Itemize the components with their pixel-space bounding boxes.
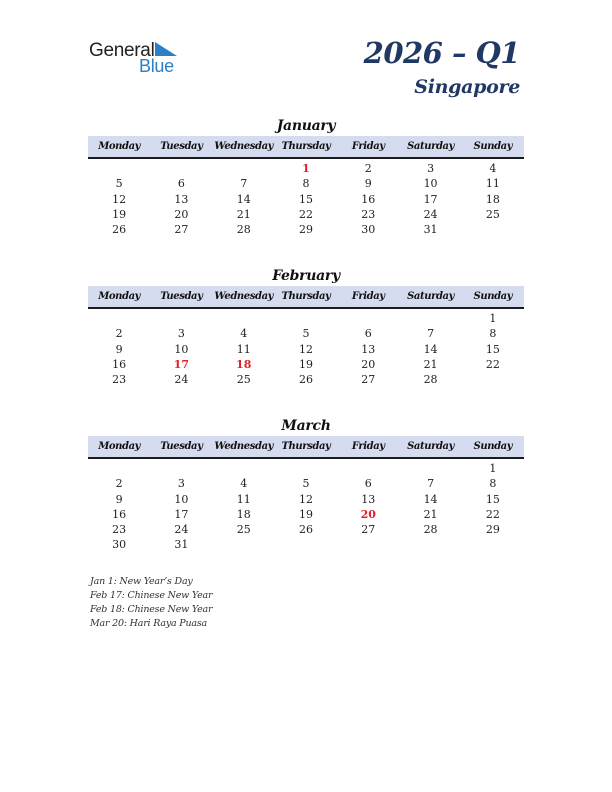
day-cell: 12 — [298, 342, 313, 356]
weekday-label: Tuesday — [160, 441, 203, 452]
day-cell: 8 — [489, 327, 497, 341]
day-cell: 15 — [298, 192, 313, 206]
month-calendar-february — [88, 266, 524, 387]
day-cell: 22 — [485, 507, 500, 521]
empty-day-cell — [399, 537, 461, 552]
weekday-label: Wednesday — [214, 441, 274, 452]
day-cell: 24 — [423, 207, 438, 221]
day-cell: 13 — [361, 342, 376, 356]
day-cell: 16 — [112, 507, 127, 521]
day-cell: 12 — [298, 492, 313, 506]
day-cell: 2 — [364, 162, 372, 175]
day-cell: 25 — [236, 523, 251, 537]
day-cell: 22 — [485, 357, 500, 371]
day-cell: 30 — [112, 538, 127, 552]
empty-day-cell — [150, 161, 212, 176]
day-cell: 16 — [112, 357, 127, 371]
weekday-label: Tuesday — [160, 291, 203, 302]
week-row — [88, 461, 524, 476]
holiday-note: Feb 17: Chinese New Year — [90, 590, 213, 601]
empty-day-cell — [462, 222, 524, 237]
month-calendar-january — [88, 116, 524, 237]
day-cell: 21 — [236, 207, 251, 221]
day-cell: 24 — [174, 373, 189, 387]
day-cell: 7 — [427, 477, 435, 491]
month-name: February — [272, 268, 340, 284]
day-cell: 1 — [489, 462, 497, 475]
day-cell: 27 — [174, 223, 189, 237]
weekday-label: Saturday — [407, 441, 455, 452]
weekday-label: Tuesday — [160, 141, 203, 152]
week-row — [88, 372, 524, 387]
day-cell: 8 — [489, 477, 497, 491]
weekday-label: Thursday — [281, 291, 331, 302]
day-cell: 17 — [423, 192, 438, 206]
page-title: 2026 – Q1 — [363, 36, 520, 70]
weekday-label: Wednesday — [214, 141, 274, 152]
day-cell: 2 — [115, 477, 123, 491]
weekday-header — [88, 436, 524, 459]
day-cell: 23 — [112, 523, 127, 537]
day-cell: 4 — [240, 327, 248, 341]
week-row — [88, 311, 524, 326]
day-cell: 24 — [174, 523, 189, 537]
day-cell: 14 — [423, 342, 438, 356]
empty-day-cell — [275, 461, 337, 476]
week-row — [88, 492, 524, 507]
day-cell: 14 — [423, 492, 438, 506]
day-cell: 8 — [302, 177, 310, 191]
day-cell: 13 — [361, 492, 376, 506]
week-row — [88, 192, 524, 207]
logo-general-text: General — [89, 40, 155, 61]
day-cell: 23 — [112, 373, 127, 387]
day-cell: 6 — [177, 177, 185, 191]
day-cell: 11 — [236, 492, 251, 506]
day-cell: 16 — [361, 192, 376, 206]
day-cell: 3 — [177, 477, 185, 491]
holiday-note: Feb 18: Chinese New Year — [90, 604, 213, 615]
week-row — [88, 522, 524, 537]
week-row — [88, 207, 524, 222]
day-cell: 21 — [423, 507, 438, 521]
day-cell: 12 — [112, 192, 127, 206]
weekday-label: Saturday — [407, 141, 455, 152]
day-cell: 22 — [298, 207, 313, 221]
day-cell: 19 — [298, 357, 313, 371]
day-cell: 18 — [236, 507, 251, 521]
generalblue-logo — [89, 40, 189, 76]
empty-day-cell — [337, 461, 399, 476]
day-cell: 10 — [174, 342, 189, 356]
holiday-note: Jan 1: New Year’s Day — [90, 576, 193, 587]
day-cell: 3 — [427, 162, 435, 175]
empty-day-cell — [337, 537, 399, 552]
day-cell: 31 — [174, 538, 189, 552]
day-cell: 29 — [485, 523, 500, 537]
empty-day-cell — [275, 537, 337, 552]
empty-day-cell — [399, 311, 461, 326]
month-name: January — [276, 118, 336, 134]
day-cell: 5 — [115, 177, 123, 191]
day-cell: 6 — [364, 327, 372, 341]
day-cell: 11 — [485, 177, 500, 191]
day-cell: 26 — [298, 523, 313, 537]
day-cell: 5 — [302, 327, 310, 341]
day-cell: 4 — [240, 477, 248, 491]
weekday-header — [88, 136, 524, 159]
day-cell: 4 — [489, 162, 497, 175]
holiday-note: Mar 20: Hari Raya Puasa — [90, 618, 208, 629]
day-cell: 27 — [361, 523, 376, 537]
weekday-label: Monday — [98, 441, 141, 452]
day-cell: 7 — [240, 177, 248, 191]
day-cell: 2 — [115, 327, 123, 341]
empty-day-cell — [399, 461, 461, 476]
week-row — [88, 161, 524, 176]
day-cell: 20 — [174, 207, 189, 221]
weekday-label: Thursday — [281, 141, 331, 152]
day-cell: 17 — [174, 507, 189, 521]
weekday-label: Friday — [351, 291, 385, 302]
day-cell: 10 — [174, 492, 189, 506]
day-cell: 20 — [361, 357, 376, 371]
weekday-label: Saturday — [407, 291, 455, 302]
day-cell: 10 — [423, 177, 438, 191]
weekday-label: Sunday — [473, 291, 513, 302]
day-cell: 20 — [360, 507, 376, 521]
day-cell: 30 — [361, 223, 376, 237]
day-cell: 9 — [364, 177, 372, 191]
day-cell: 26 — [298, 373, 313, 387]
holiday-notes — [90, 575, 212, 631]
day-cell: 23 — [361, 207, 376, 221]
day-cell: 26 — [112, 223, 127, 237]
empty-day-cell — [88, 161, 150, 176]
week-row — [88, 476, 524, 491]
day-cell: 1 — [302, 162, 310, 175]
week-row — [88, 357, 524, 372]
empty-day-cell — [462, 372, 524, 387]
day-cell: 19 — [112, 207, 127, 221]
logo-blue-text: Blue — [139, 56, 174, 76]
week-row — [88, 507, 524, 522]
weekday-label: Monday — [98, 141, 141, 152]
day-cell: 11 — [236, 342, 251, 356]
day-cell: 9 — [115, 492, 123, 506]
day-cell: 28 — [423, 373, 438, 387]
weekday-label: Friday — [351, 141, 385, 152]
day-cell: 18 — [485, 192, 500, 206]
day-cell: 13 — [174, 192, 189, 206]
week-row — [88, 342, 524, 357]
week-row — [88, 326, 524, 341]
empty-day-cell — [213, 161, 275, 176]
day-cell: 15 — [485, 342, 500, 356]
empty-day-cell — [337, 311, 399, 326]
day-cell: 9 — [115, 342, 123, 356]
day-cell: 27 — [361, 373, 376, 387]
day-cell: 5 — [302, 477, 310, 491]
week-row — [88, 176, 524, 191]
week-row — [88, 537, 524, 552]
weekday-label: Thursday — [281, 441, 331, 452]
day-cell: 3 — [177, 327, 185, 341]
weekday-label: Friday — [351, 441, 385, 452]
day-cell: 28 — [423, 523, 438, 537]
empty-day-cell — [462, 537, 524, 552]
empty-day-cell — [88, 311, 150, 326]
weekday-label: Sunday — [473, 141, 513, 152]
day-cell: 25 — [236, 373, 251, 387]
day-cell: 1 — [489, 312, 497, 325]
month-calendar-march — [88, 416, 524, 553]
day-cell: 14 — [236, 192, 251, 206]
empty-day-cell — [213, 311, 275, 326]
day-cell: 6 — [364, 477, 372, 491]
month-name: March — [281, 418, 331, 434]
day-cell: 15 — [485, 492, 500, 506]
weekday-label: Monday — [98, 291, 141, 302]
empty-day-cell — [275, 311, 337, 326]
day-cell: 7 — [427, 327, 435, 341]
weekday-label: Wednesday — [214, 291, 274, 302]
day-cell: 21 — [423, 357, 438, 371]
day-cell: 28 — [236, 223, 251, 237]
country-subtitle: Singapore — [414, 76, 520, 98]
week-row — [88, 222, 524, 237]
day-cell: 25 — [485, 207, 500, 221]
day-cell: 29 — [298, 223, 313, 237]
day-cell: 17 — [173, 357, 190, 371]
day-cell: 18 — [236, 357, 252, 371]
logo-triangle-icon — [155, 42, 177, 56]
empty-day-cell — [150, 311, 212, 326]
empty-day-cell — [88, 461, 150, 476]
weekday-header — [88, 286, 524, 309]
weekday-label: Sunday — [473, 441, 513, 452]
empty-day-cell — [213, 537, 275, 552]
day-cell: 31 — [423, 223, 438, 237]
empty-day-cell — [213, 461, 275, 476]
empty-day-cell — [150, 461, 212, 476]
day-cell: 19 — [298, 507, 313, 521]
